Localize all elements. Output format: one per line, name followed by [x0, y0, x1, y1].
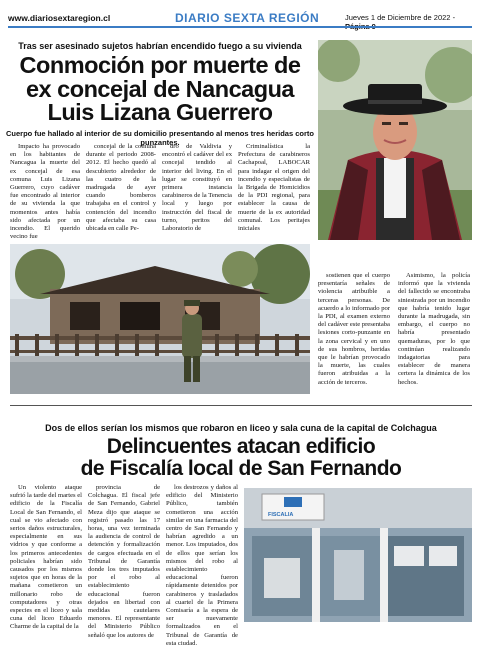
- story1-column: Criminalística la Prefectura de carabineros Cachapoal, LABOCAR para indagar el origen del incendio y especialistas de la Brigada de Homicidios de la PDI regional, para establecer la causa de muerte de la ex autoridad comunal. Los peritajes iniciales: [238, 143, 310, 233]
- story1-column: dro de Valdivia y encontró el cadáver del ex concejal tendido al interior del living. En el lugar se constituyó en primera instancia carabineros de la Tenencia local y luego por instrucción del fiscal de turno, peritos del Laboratorio de: [162, 143, 232, 233]
- story1-headline: [6, 54, 314, 125]
- masthead: DIARIO SEXTA REGIÓN: [175, 11, 320, 25]
- story1-headline-line: Luis Lizana Guerrero: [47, 99, 273, 125]
- house-photo: [10, 244, 310, 394]
- story1-lede: Cuerpo fue hallado al interior de su domicilio presentando al menos tres heridas corto punzantes.: [6, 129, 314, 147]
- header-rule: [8, 26, 472, 28]
- story2-headline-line: Delincuentes atacan edificio: [106, 435, 376, 458]
- fiscalia-photo: [244, 488, 472, 622]
- story1-column: sostienen que el cuerpo presentaría señales de violencia atribuible a terceras personas. De acuerdo a lo informado por la PDI, al examen externo del cadáver este presentaba lesiones corto-punzante en la zona cervical y en uno de sus hombros, heridas que le habrían provocado la muerte, las cuales fueron atribuidas a la acción de terceros.: [318, 272, 390, 386]
- page-header: [0, 0, 480, 30]
- story1-column: Impacto ha provocado en los habitantes de Nancagua la muerte del ex concejal de esa comuna Luis Lizana Guerrero, cuyo cadáver fue encontrado al interior de su vivienda la que momentos antes había sido afectada por un incendio. El querido vecino fue: [10, 143, 80, 241]
- story1-column: concejal de la comuna durante el periodo 2008-2012. El hecho quedó al descubierto alrededor de las cuatro de la madrugada de ayer cuando bomberos trabajaba en el control y contención del incendio que afectaba su casa ubicada en calle Pe-: [86, 143, 156, 233]
- portrait-photo: [318, 40, 472, 240]
- story2-headline-line: de Fiscalía local de San Fernando: [80, 457, 402, 481]
- story2-headline: [10, 436, 472, 480]
- section-divider: [10, 405, 472, 406]
- story1-headline-line: ex concejal de Nancagua: [25, 75, 294, 102]
- story1-kicker: Tras ser asesinado sujetos habrían encendido fuego a su vivienda: [18, 41, 302, 51]
- issue-date: Jueves 1 de Diciembre de 2022 -: [345, 13, 456, 22]
- story2-kicker: Dos de ellos serían los mismos que robaron en liceo y sala cuna de la capital de Colchagua: [45, 423, 437, 433]
- site-url[interactable]: www.diariosextaregion.cl: [8, 13, 111, 23]
- story1-column: Asimismo, la policía informó que la vivienda del fallecido se encontraba siniestrada por un incendio que habría tenido lugar durante la madrugada, sin embargo, el cuerpo no habría presentado quemaduras, por lo que continúan realizando indagatorias para establecer de manera certera la dinámica de los hechos.: [398, 272, 470, 386]
- story2-column: Un violento ataque sufrió la tarde del martes el edificio de la Fiscalía Local de San Fernando, el cual se vio afectado con serios daños estructurales, especialmente en sus vidrios y que conforme a los primeros antecedentes policiales habrían sido causados por los mismos sujetos que en horas de la mañana cometieron un millonario robo de computadores y otras especies en el liceo y sala cuna del liceo Eduardo Charme de la capital de la: [10, 484, 82, 631]
- fiscalia-sign-text: FISCALIA: [268, 512, 294, 518]
- story1-headline-line: Conmoción por muerte de: [19, 52, 301, 78]
- story2-column: provincia de Colchagua. El fiscal jefe de San Fernando, Gabriel Meza dijo que ataque se registró pasado las 17 horas, una vez terminada la audiencia de control de detención y formalización de cargos efectuada en el Tribunal de Garantía donde los tres imputados por el robo al establecimiento educacional fueron dejados en libertad con medidas cautelares menores. El representante del Ministerio Público señaló que los autores de: [88, 484, 160, 639]
- story2-column: los destrozos y daños al edificio del Ministerio Público, también cometieron una acción similar en una farmacia del centro de San Fernando y habrían agredido a un menor. Los imputados, dos de ellos que serían los mismos del robo al establecimiento educacional fueron rápidamente detenidos por carabineros y trasladados al cuartel de la Primera Comisaría a la espera de ser nuevamente formalizados en el Tribunal de Garantía de esta ciudad.: [166, 484, 238, 647]
